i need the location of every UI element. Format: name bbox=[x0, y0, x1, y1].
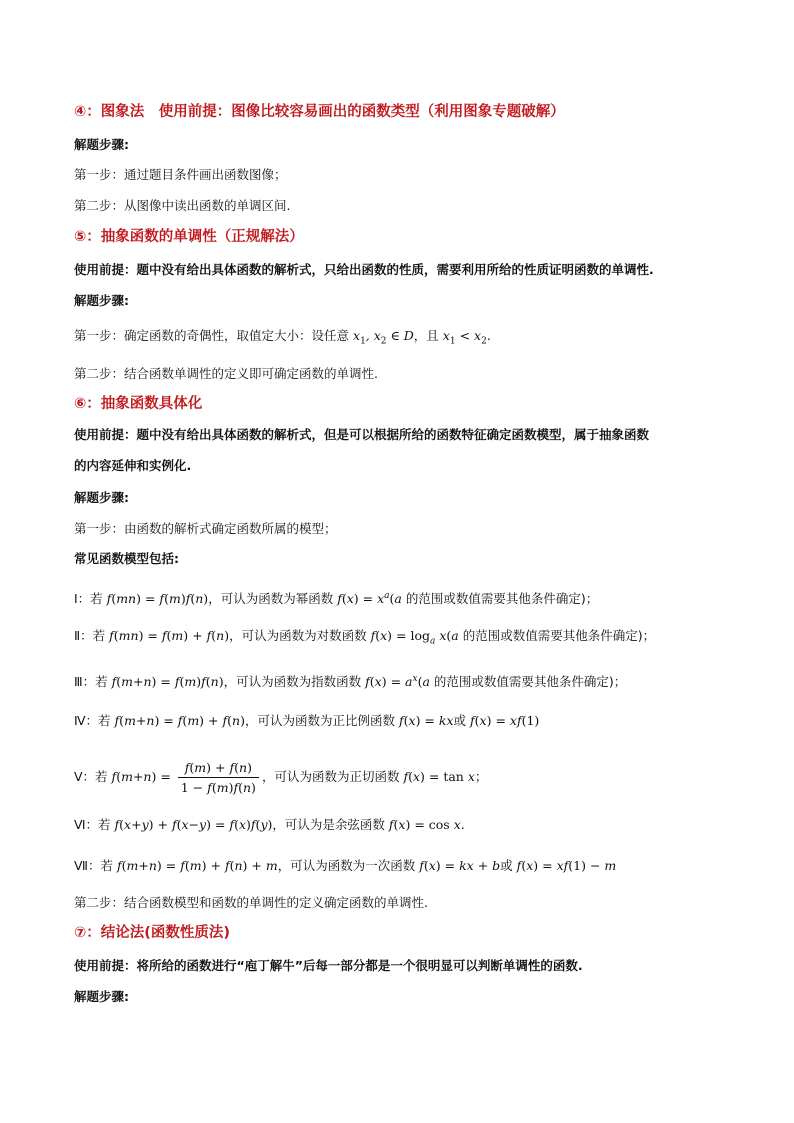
model-5-end: ； bbox=[474, 769, 488, 784]
section-6-heading: ⑥：抽象函数具体化 bbox=[74, 396, 203, 412]
model-7-linear bbox=[74, 857, 616, 875]
model-7-label: Ⅶ：若 bbox=[74, 858, 113, 873]
section-6-premise-line-1: 使用前提：题中没有给出具体函数的解析式，但是可以根据所给的函数特征确定函数模型，属于抽象函数 bbox=[74, 427, 650, 442]
model-7-condition: f(m+n) = f(m) + f(n) + m bbox=[116, 858, 278, 873]
section-4-heading: ④：图象法 使用前提：图像比较容易画出的函数类型（利用图象专题破解） bbox=[74, 104, 565, 120]
formula-x1-lt-x2: $x_1 < x_2$ bbox=[442, 328, 487, 347]
model-1-condition: f(mn) = f(m)f(n) bbox=[106, 591, 209, 607]
model-6-mid: ，可认为是余弦函数 bbox=[272, 817, 385, 832]
model-5-condition: f(m+n) = $\frac{f(m) + f(n)}{1 - f(m)f(n)}$ bbox=[112, 769, 262, 784]
model-3-condition: f(m+n) = f(m)f(n) bbox=[111, 674, 224, 690]
model-7-or: 或 bbox=[500, 858, 513, 873]
section-6-models-label: 常见函数模型包括: bbox=[74, 551, 179, 566]
section-4-steps-label: 解题步骤: bbox=[74, 137, 129, 152]
model-4-condition: f(m+n) = f(m) + f(n) bbox=[114, 713, 245, 728]
formula-x1-x2-in-d: $x_1$, $x_2$ ∈ D bbox=[353, 328, 414, 347]
model-6-function: f(x) = cos x bbox=[388, 817, 461, 832]
section-5-steps-label: 解题步骤: bbox=[74, 293, 129, 308]
model-2-condition: f(mn) = f(m) + f(n) bbox=[109, 628, 230, 643]
model-2-function: $f(x) = \log_a x$ bbox=[370, 628, 447, 647]
model-2-log: Ⅱ：若 f(mn) = f(m) + f(n)，可认为函数为对数函数 $f(x) = \log_a x(a$ 的范围或数值需要其他条件确定)； bbox=[74, 628, 656, 647]
model-3-exp: Ⅲ：若 f(m+n) = f(m)f(n)，可认为函数为指数函数 $f(x) = a^x(a$ 的范围或数值需要其他条件确定)； bbox=[74, 674, 627, 690]
model-3-mid: ，可认为函数为指数函数 bbox=[223, 674, 362, 690]
model-4-label: Ⅳ：若 bbox=[74, 713, 111, 728]
section-6-step-2: 第二步：结合函数模型和函数的单调性的定义确定函数的单调性. bbox=[74, 895, 428, 910]
section-5-heading: ⑤：抽象函数的单调性（正规解法） bbox=[74, 229, 304, 245]
section-4-step-1: 第一步：通过题目条件画出函数图像； bbox=[74, 167, 287, 182]
model-3-tail: 的范围或数值需要其他条件确定)； bbox=[433, 674, 627, 690]
model-2-param: a bbox=[451, 628, 463, 643]
model-5-mid: ，可认为函数为正切函数 bbox=[261, 769, 400, 784]
section-5-step-1-text: 第一步：确定函数的奇偶性，取值定大小：设任意 bbox=[74, 328, 350, 343]
model-7-mid: ，可认为函数为一次函数 bbox=[277, 858, 416, 873]
model-6-cosine bbox=[74, 816, 465, 834]
section-5-step-1-end: . bbox=[486, 328, 491, 343]
model-4-mid: ，可认为函数为正比例函数 bbox=[244, 713, 395, 728]
section-5-step-2: 第二步：结合函数单调性的定义即可确定函数的单调性. bbox=[74, 366, 378, 381]
model-4-function-a: f(x) = kx bbox=[398, 713, 454, 728]
model-1-power: Ⅰ：若 f(mn) = f(m)f(n)，可认为函数为幂函数 $f(x) = x^a(a$ 的范围或数值需要其他条件确定)； bbox=[74, 591, 599, 607]
section-7-steps-label: 解题步骤: bbox=[74, 989, 129, 1004]
section-7-premise: 使用前提：将所给的函数进行“庖丁解牛”后每一部分都是一个很明显可以判断单调性的函数. bbox=[74, 958, 583, 973]
model-2-tail: 的范围或数值需要其他条件确定)； bbox=[462, 628, 656, 643]
section-6-steps-label: 解题步骤: bbox=[74, 490, 129, 505]
model-1-tail: 的范围或数值需要其他条件确定)； bbox=[405, 591, 599, 607]
section-7-heading: ⑦：结论法(函数性质法) bbox=[74, 925, 231, 941]
model-1-function: $f(x) = x^a$ bbox=[337, 591, 390, 607]
model-2-mid: ，可认为函数为对数函数 bbox=[229, 628, 367, 643]
model-5-label: Ⅴ：若 bbox=[74, 769, 108, 784]
section-6-premise-line-2: 的内容延伸和实例化. bbox=[74, 458, 192, 473]
model-1-param: a bbox=[394, 591, 406, 607]
section-5-step-1 bbox=[74, 327, 491, 351]
model-1-mid: ，可认为函数为幂函数 bbox=[208, 591, 334, 607]
model-2-label: Ⅱ：若 bbox=[74, 628, 106, 643]
model-6-condition: f(x+y) + f(x−y) = f(x)f(y) bbox=[114, 817, 273, 832]
model-3-param: a bbox=[422, 674, 434, 690]
section-6-step-1: 第一步：由函数的解析式确定函数所属的模型； bbox=[74, 521, 337, 536]
model-6-end: . bbox=[460, 817, 465, 832]
model-4-or: 或 bbox=[453, 713, 467, 728]
model-5-function: f(x) = tan x bbox=[403, 769, 475, 784]
model-3-label: Ⅲ：若 bbox=[74, 674, 108, 690]
model-1-label: Ⅰ：若 bbox=[74, 591, 103, 607]
model-6-label: Ⅵ：若 bbox=[74, 817, 111, 832]
model-7-function-b: f(x) = xf(1) − m bbox=[516, 858, 617, 873]
model-7-function-a: f(x) = kx + b bbox=[419, 858, 501, 873]
model-4-proportional bbox=[74, 712, 539, 730]
section-5-premise: 使用前提：题中没有给出具体函数的解析式，只给出函数的性质，需要利用所给的性质证明函数的单调性. bbox=[74, 262, 654, 277]
section-4-step-2: 第二步：从图像中读出函数的单调区间. bbox=[74, 198, 291, 213]
model-3-function: $f(x) = a^x$ bbox=[365, 674, 418, 690]
model-4-function-b: f(x) = xf(1) bbox=[470, 713, 540, 728]
model-5-tangent bbox=[74, 756, 487, 798]
section-5-step-1-sep: ，且 bbox=[413, 328, 439, 343]
